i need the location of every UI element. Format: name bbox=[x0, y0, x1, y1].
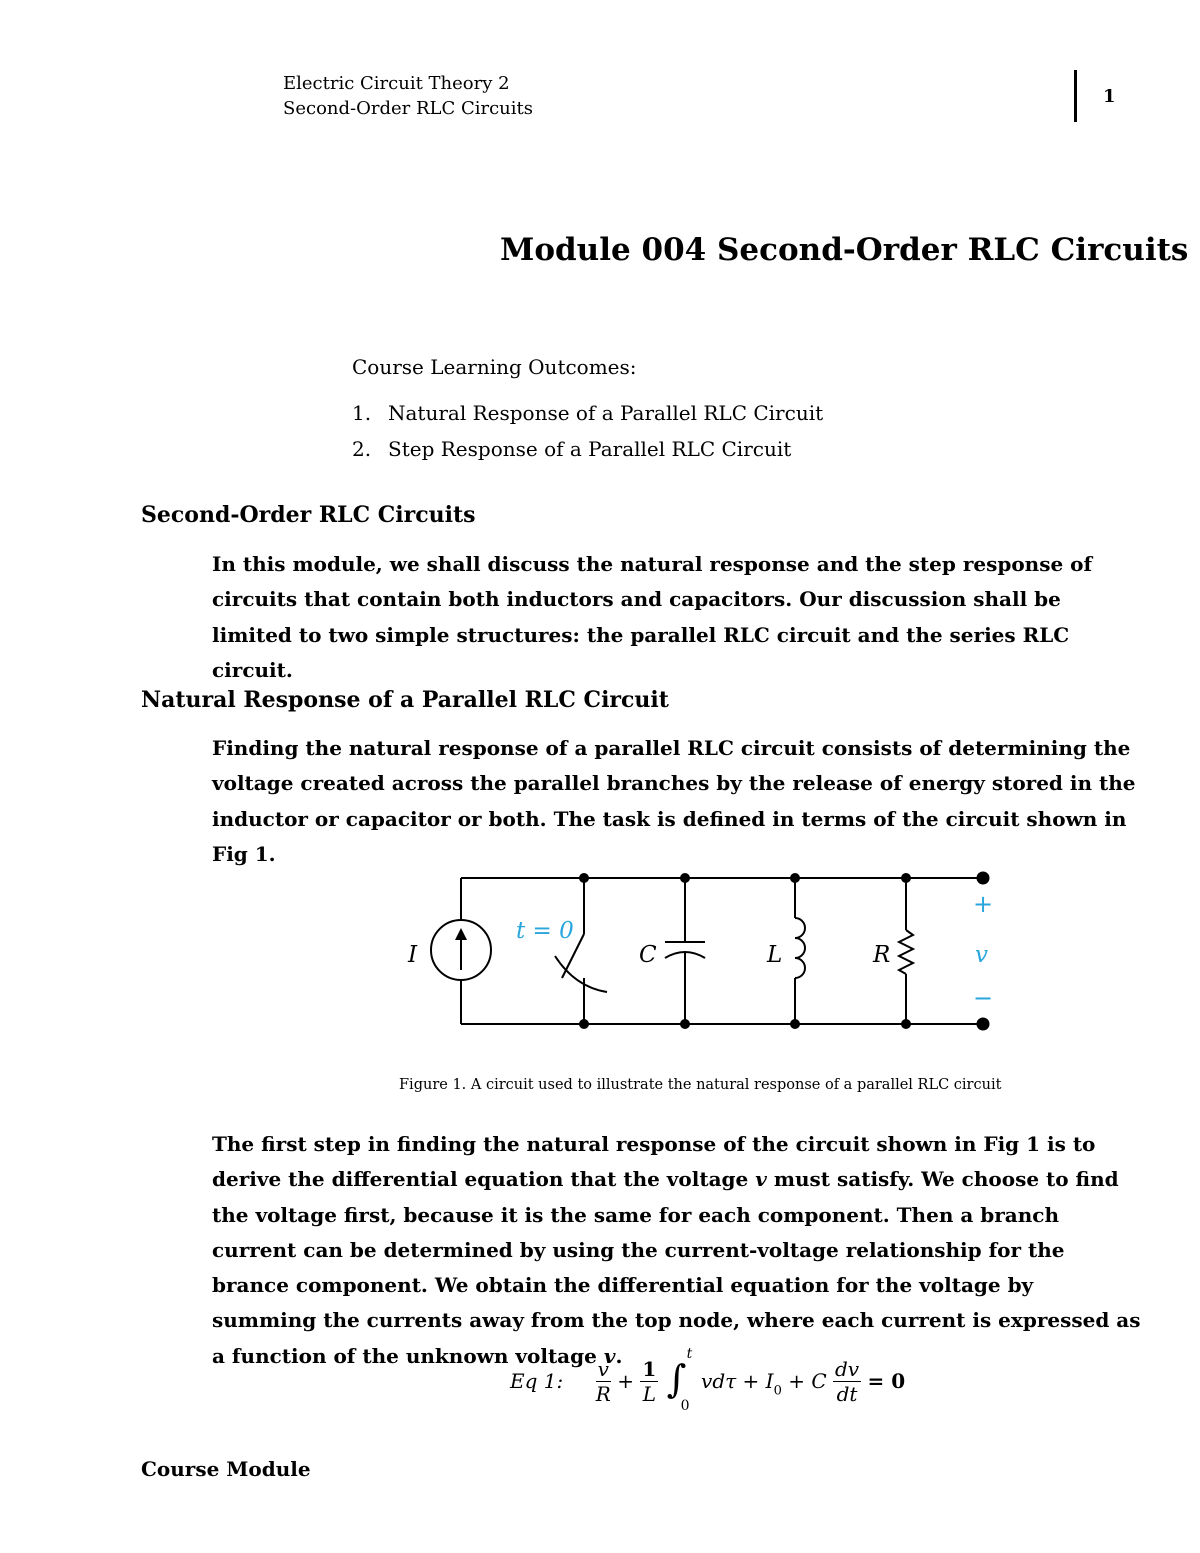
page-title: Module 004 Second-Order RLC Circuits bbox=[500, 232, 1189, 268]
plus-c: + C bbox=[781, 1369, 827, 1393]
current-source-arrowhead bbox=[455, 928, 467, 940]
integrand: vdτ + I bbox=[701, 1369, 774, 1393]
outcome-item bbox=[352, 437, 791, 461]
label-minus: − bbox=[973, 984, 994, 1012]
page-number-divider bbox=[1074, 70, 1077, 122]
section-heading: Natural Response of a Parallel RLC Circuit bbox=[141, 687, 669, 713]
node-dot bbox=[901, 873, 911, 883]
numerator: v bbox=[597, 1356, 609, 1381]
node-dot bbox=[680, 1019, 690, 1029]
equation-label: Eq 1: bbox=[510, 1369, 564, 1393]
label-capacitor: C bbox=[639, 942, 657, 968]
node-dot bbox=[790, 1019, 800, 1029]
node-dot bbox=[901, 1019, 911, 1029]
denominator: R bbox=[595, 1381, 611, 1406]
i-subscript: 0 bbox=[773, 1383, 782, 1399]
terminal-bottom bbox=[977, 1018, 990, 1031]
outcomes-heading: Course Learning Outcomes: bbox=[352, 355, 637, 379]
node-dot bbox=[579, 873, 589, 883]
node-dot bbox=[680, 873, 690, 883]
integral bbox=[665, 1346, 695, 1414]
resistor-zigzag bbox=[899, 930, 913, 974]
integral-upper-limit: t bbox=[686, 1346, 693, 1362]
inductor-coil bbox=[795, 918, 805, 978]
section-body: Finding the natural response of a parallel RLC circuit consists of determining the voltage created across the parallel branches by the release of energy stored in the inductor or capacitor or both. The task is defined in terms of the circuit shown in Fig 1. bbox=[212, 736, 1136, 866]
page-number: 1 bbox=[1103, 86, 1116, 107]
numerator: 1 bbox=[642, 1356, 657, 1381]
label-switch-time: t = 0 bbox=[516, 918, 574, 944]
outcome-text: Step Response of a Parallel RLC Circuit bbox=[388, 437, 792, 461]
variable-v: v bbox=[755, 1167, 767, 1192]
equation-1 bbox=[510, 1346, 906, 1414]
outcome-item bbox=[352, 401, 823, 425]
body-text: must satisfy. We choose to find the voltage first, because it is the same for each component. Then a branch current can be determined by using the current-voltage relationship for the brance component. We obtain the differential equation for the voltage by summing the currents away from the top node, where each current is expressed as a function of the unknown voltage bbox=[212, 1167, 1141, 1368]
section-heading: Second-Order RLC Circuits bbox=[141, 502, 476, 528]
outcome-number: 1. bbox=[352, 401, 372, 425]
footer: Course Module bbox=[141, 1457, 311, 1481]
outcome-number: 2. bbox=[352, 437, 372, 461]
body-text: . bbox=[615, 1343, 623, 1368]
fraction-v-over-r bbox=[596, 1357, 611, 1406]
label-voltage: v bbox=[975, 942, 988, 968]
denominator: L bbox=[642, 1381, 656, 1406]
label-plus: + bbox=[973, 890, 994, 918]
label-inductor: L bbox=[767, 942, 783, 968]
node-dot bbox=[790, 873, 800, 883]
numerator: dv bbox=[835, 1356, 860, 1381]
header-topic: Second-Order RLC Circuits bbox=[283, 98, 533, 119]
body-text: The first step in finding the natural response of the circuit shown in Fig 1 is to derive the differential equation that the voltage bbox=[212, 1132, 1096, 1192]
outcome-text: Natural Response of a Parallel RLC Circuit bbox=[388, 401, 824, 425]
section-body: In this module, we shall discuss the natural response and the step response of circuits that contain both inductors and capacitors. Our discussion shall be limited to two simple structures: the parallel RLC circuit and the series RLC circuit. bbox=[212, 552, 1093, 682]
label-source: I bbox=[408, 942, 418, 968]
fraction-1-over-l bbox=[640, 1357, 658, 1406]
integral-lower-limit: 0 bbox=[680, 1398, 690, 1414]
header-course: Electric Circuit Theory 2 bbox=[283, 73, 510, 94]
section-body-2 bbox=[212, 1127, 1142, 1374]
fraction-dv-dt bbox=[833, 1357, 861, 1406]
switch-action-arc bbox=[555, 956, 607, 992]
variable-v: v bbox=[603, 1343, 616, 1368]
rlc-circuit-diagram bbox=[395, 862, 1005, 1042]
terminal-top bbox=[977, 872, 990, 885]
plus-sign: + bbox=[617, 1369, 635, 1393]
label-resistor: R bbox=[873, 942, 891, 968]
circuit-wires bbox=[431, 878, 983, 1024]
integral-sign: ∫ bbox=[666, 1357, 687, 1401]
figure-caption: Figure 1. A circuit used to illustrate the natural response of a parallel RLC circuit bbox=[399, 1077, 1002, 1093]
node-dot bbox=[579, 1019, 589, 1029]
denominator: dt bbox=[836, 1381, 858, 1406]
equals-zero: = 0 bbox=[867, 1369, 906, 1393]
